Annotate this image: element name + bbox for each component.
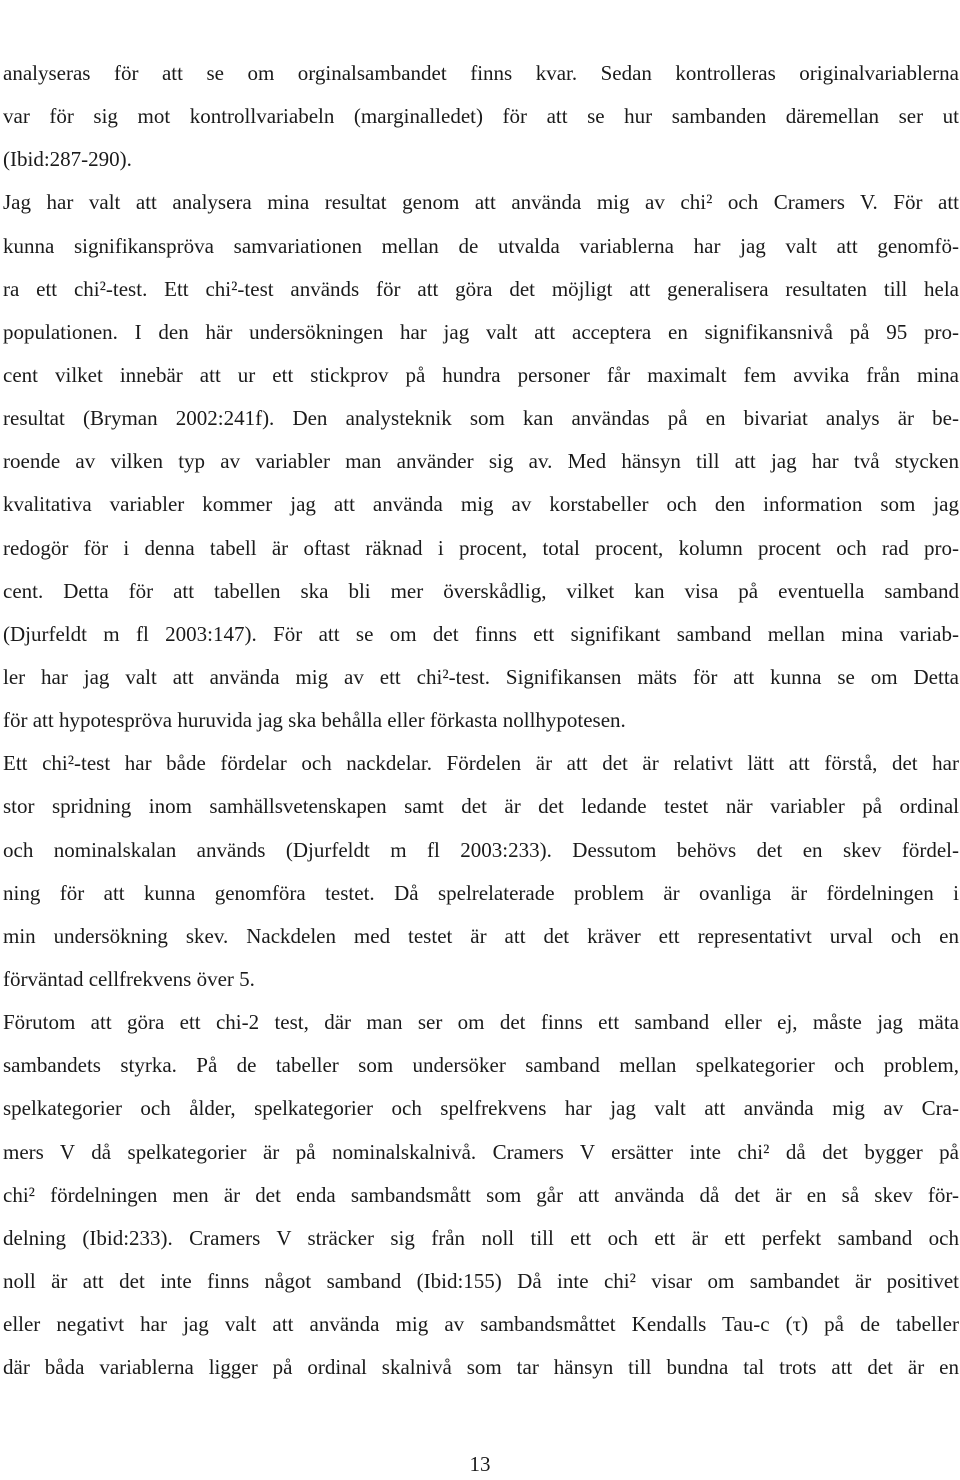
text-line: ra ett chi²-test. Ett chi²-test används för att göra det möjligt att generalisera resultaten till hela: [3, 276, 959, 301]
text-line: och nominalskalan används (Djurfeldt m fl 2003:233). Dessutom behövs det en skev fördel-: [3, 837, 959, 862]
text-line: kunna signifikanspröva samvariationen mellan de utvalda variablerna har jag valt att genomfö-: [3, 233, 959, 258]
text-line: (Djurfeldt m fl 2003:147). För att se om det finns ett signifikant samband mellan mina variab-: [3, 621, 959, 646]
text-line: förväntad cellfrekvens över 5.: [3, 966, 255, 991]
text-line: chi² fördelningen men är det enda sambandsmått som går att använda då det är en så skev för-: [3, 1182, 959, 1207]
text-line: ler har jag valt att använda mig av ett chi²-test. Signifikansen mäts för att kunna se om Detta: [3, 664, 959, 689]
text-line: Jag har valt att analysera mina resultat genom att använda mig av chi² och Cramers V. För att: [3, 190, 959, 215]
text-line: där båda variablerna ligger på ordinal skalnivå som tar hänsyn till bundna tal trots att det är en: [3, 1355, 959, 1380]
text-line: redogör för i denna tabell är oftast räknad i procent, total procent, kolumn procent och rad pro-: [3, 535, 959, 560]
text-line: analyseras för att se om orginalsambandet finns kvar. Sedan kontrolleras originalvariablerna: [3, 61, 959, 85]
text-line: resultat (Bryman 2002:241f). Den analysteknik som kan användas på en bivariat analys är be-: [3, 406, 959, 431]
text-line: spelkategorier och ålder, spelkategorier och spelfrekvens har jag valt att använda mig av Cra-: [3, 1096, 959, 1121]
text-line: eller negativt har jag valt att använda mig av sambandsmåttet Kendalls Tau-c (τ) på de tabeller: [3, 1312, 959, 1337]
text-line: för att hypotespröva huruvida jag ska behålla eller förkasta nollhypotesen.: [3, 708, 626, 733]
text-line: noll är att det inte finns något samband (Ibid:155) Då inte chi² visar om sambandet är positivet: [3, 1268, 959, 1293]
text-line: var för sig mot kontrollvariabeln (marginalledet) för att se hur sambanden däremellan ser ut: [3, 104, 959, 129]
text-line: sambandets styrka. På de tabeller som undersöker samband mellan spelkategorier och problem,: [3, 1053, 959, 1078]
page-number: 13: [469, 1452, 491, 1476]
text-line: cent. Detta för att tabellen ska bli mer överskådlig, vilket kan visa på eventuella samband: [3, 578, 959, 603]
text-line: cent vilket innebär att ur ett stickprov på hundra personer får maximalt fem avvika från mina: [3, 362, 959, 387]
text-line: delning (Ibid:233). Cramers V sträcker sig från noll till ett och ett är ett perfekt samband och: [3, 1225, 959, 1250]
paragraph: [3, 52, 959, 181]
text-line: kvalitativa variabler kommer jag att använda mig av korstabeller och den information som jag: [3, 492, 959, 517]
text-line: min undersökning skev. Nackdelen med testet är att det kräver ett representativt urval och en: [3, 923, 959, 948]
text-line: mers V då spelkategorier är på nominalskalnivå. Cramers V ersätter inte chi² då det bygger på: [3, 1139, 959, 1164]
text-line: Ett chi²-test har både fördelar och nackdelar. Fördelen är att det är relativt lätt att förstå, det har: [3, 751, 959, 776]
text-line: Förutom att göra ett chi-2 test, där man ser om det finns ett samband eller ej, måste jag mäta: [3, 1010, 959, 1035]
text-line: stor spridning inom samhällsvetenskapen samt det är det ledande testet när variabler på ordinal: [3, 794, 959, 819]
paragraph: [3, 1001, 959, 1389]
body-text: [3, 52, 959, 1389]
text-line: ning för att kunna genomföra testet. Då spelrelaterade problem är ovanliga är fördelningen i: [3, 880, 959, 905]
paragraph: [3, 181, 959, 742]
paragraph: [3, 742, 959, 1001]
text-line: populationen. I den här undersökningen har jag valt att acceptera en signifikansnivå på 95 pro-: [3, 319, 959, 344]
text-line: (Ibid:287-290).: [3, 147, 132, 172]
text-line: roende av vilken typ av variabler man använder sig av. Med hänsyn till att jag har två stycken: [3, 449, 959, 474]
